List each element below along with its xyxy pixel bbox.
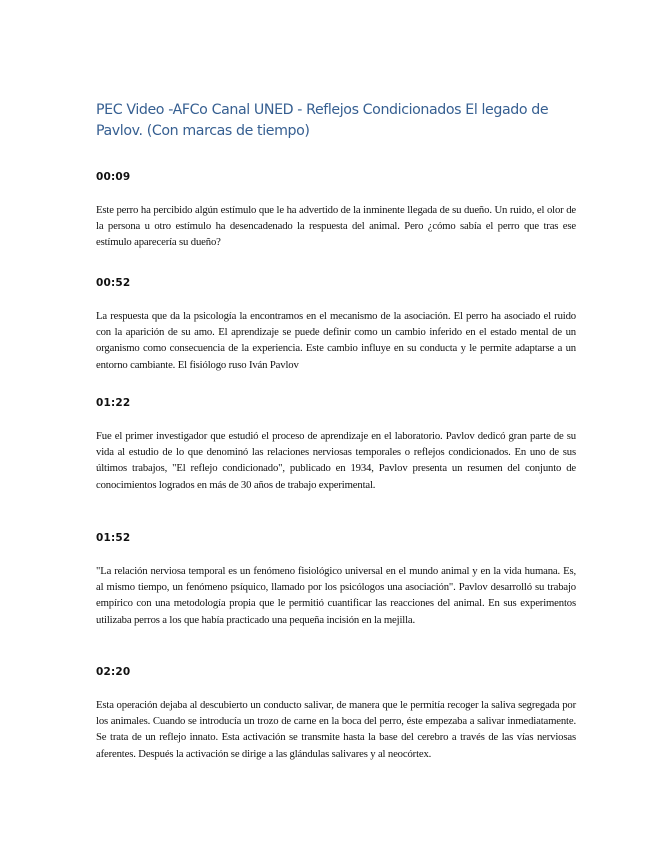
timestamp: 00:52 bbox=[96, 277, 131, 289]
transcript-paragraph: "La relación nerviosa temporal es un fenómeno fisiológico universal en el mundo animal y en la vida humana. Es, al mismo tiempo, un fenómeno psíquico, llamado por los psicólogos una asociación". Pavlov desarrolló su trabajo empírico con una metodología propia que le permitió cuantificar las reacciones del animal. En sus experimentos utilizaba perros a los que había practicado una pequeña incisión en la mejilla. bbox=[96, 565, 576, 626]
transcript-paragraph: La respuesta que da la psicología la encontramos en el mecanismo de la asociación. El perro ha asociado el ruido con la aparición de su amo. El aprendizaje se puede definir como un cambio inferido en el estado mental de un organismo como consecuencia de la experiencia. Este cambio influye en su conducta y le permite adaptarse a un entorno cambiante. El fisiólogo ruso Iván Pavlov bbox=[96, 310, 576, 371]
timestamp: 01:22 bbox=[96, 397, 131, 409]
document-title: PEC Video -AFCo Canal UNED - Reflejos Condicionados El legado de Pavlov. (Con marcas de tiempo) bbox=[96, 102, 549, 139]
timestamp: 01:52 bbox=[96, 532, 131, 544]
transcript-section bbox=[96, 665, 576, 762]
timestamp: 02:20 bbox=[96, 666, 131, 678]
transcript-section bbox=[96, 170, 576, 251]
transcript-paragraph: Fue el primer investigador que estudió el proceso de aprendizaje en el laboratorio. Pavlov dedicó gran parte de su vida al estudio de lo que denominó las relaciones nerviosas temporales o reflejos condicionados. En uno de sus últimos trabajos, "El reflejo condicionado", publicado en 1934, Pavlov presenta un resumen del conjunto de conocimientos logrados en más de 30 años de trabajo experimental. bbox=[96, 430, 576, 491]
transcript-section bbox=[96, 396, 576, 493]
timestamp: 00:09 bbox=[96, 171, 131, 183]
transcript-section bbox=[96, 276, 576, 373]
transcript-paragraph: Este perro ha percibido algún estímulo que le ha advertido de la inminente llegada de su dueño. Un ruido, el olor de la persona u otro estímulo ha desencadenado la respuesta del animal. Pero ¿cómo sabía el perro que tras ese estímulo aparecería su dueño? bbox=[96, 204, 576, 249]
transcript-section bbox=[96, 531, 576, 628]
transcript-paragraph: Esta operación dejaba al descubierto un conducto salivar, de manera que le permitía recoger la saliva segregada por los animales. Cuando se introducía un trozo de carne en la boca del perro, éste empezaba a salivar inmediatamente. Se trata de un reflejo innato. Esta activación se transmite hasta la base del cerebro a través de las vías nerviosas aferentes. Después la activación se dirige a las glándulas salivares y al neocórtex. bbox=[96, 699, 576, 760]
